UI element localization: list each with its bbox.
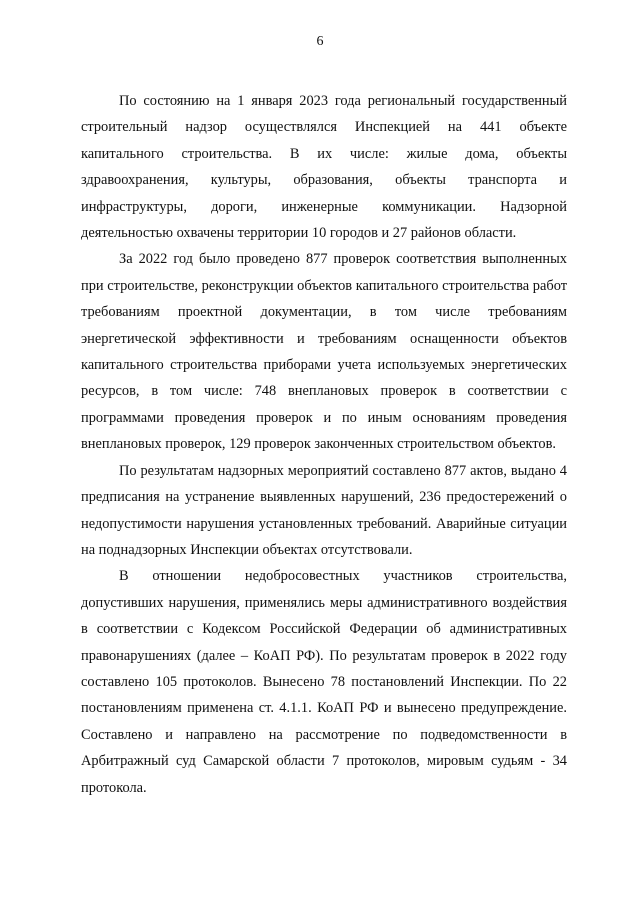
paragraph-inspections-2022: За 2022 год было проведено 877 проверок соответствия выполненных при строительстве, реконструкции объектов капитального строительства работ требованиям проектной документации, в том числе требованиям энергетической эффективности и требованиям оснащенности объектов капитального строительства приборами учета используемых энергетических ресурсов, в том числе: 748 внеплановых проверок в соответствии с программами проведения проверок и по иным основаниям проведения внеплановых проверок, 129 проверок законченных строительством объектов. [81,251,567,453]
document-body [81,88,567,801]
page-number: 6 [316,34,324,49]
paragraph-administrative-measures: В отношении недобросовестных участников строительства, допустивших нарушения, применялись меры административного воздействия в соответствии с Кодексом Российской Федерации об административных правонарушениях (далее – КоАП РФ). По результатам проверок в 2022 году составлено 105 протоколов. Вынесено 78 постановлений Инспекции. По 22 постановлениям применена ст. 4.1.1. КоАП РФ и вынесено предупреждение. Составлено и направлено на рассмотрение по подведомственности в Арбитражный суд Самарской области 7 протоколов, мировым судьям - 34 протокола. [81,568,567,796]
paragraph-inspection-results: По результатам надзорных мероприятий составлено 877 актов, выдано 4 предписания на устранение выявленных нарушений, 236 предостережений о недопустимости нарушения установленных требований. Аварийные ситуации на поднадзорных Инспекции объектах отсутствовали. [81,462,567,558]
paragraph-construction-supervision: По состоянию на 1 января 2023 года региональный государственный строительный надзор осуществлялся Инспекцией на 441 объекте капитального строительства. В их числе: жилые дома, объекты здравоохранения, культуры, образования, объекты транспорта и инфраструктуры, дороги, инженерные коммуникации. Надзорной деятельностью охвачены территории 10 городов и 27 районов области. [81,93,567,242]
